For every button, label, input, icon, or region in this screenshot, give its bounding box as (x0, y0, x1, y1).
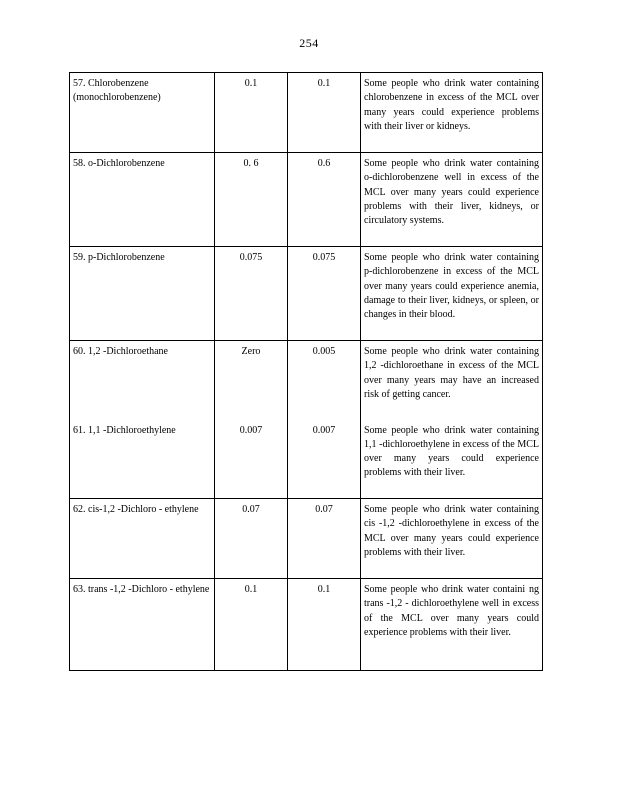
mclg-value: 0.07 (215, 499, 288, 579)
table-row (70, 579, 543, 671)
mcl-value: 0.1 (288, 579, 361, 671)
mcl-value: 0.005 (288, 341, 361, 420)
page-number: 254 (299, 36, 319, 50)
mclg-value: 0.007 (215, 420, 288, 499)
table-row (70, 499, 543, 579)
table-row (70, 247, 543, 341)
mcl-value: 0.1 (288, 73, 361, 153)
mclg-value: 0.1 (215, 579, 288, 671)
mcl-value: 0.6 (288, 153, 361, 247)
contaminant-name: 57. Chlorobenzene (monochlorobenzene) (70, 73, 215, 153)
contaminant-name: 63. trans -1,2 -Dichloro - ethylene (70, 579, 215, 671)
table-row (70, 341, 543, 420)
health-effect: Some people who drink water containing chlorobenzene in excess of the MCL over many years could experience problems with their liver or kidneys. (361, 73, 543, 153)
contaminant-name: 59. p-Dichlorobenzene (70, 247, 215, 341)
health-effect: Some people who drink water containing o-dichlorobenzene well in excess of the MCL over many years could experience problems with their liver, kidneys, or circulatory systems. (361, 153, 543, 247)
health-effect: Some people who drink water containi ng trans -1,2 - dichloroethylene well in excess of the MCL over many years could experience problems with their liver. (361, 579, 543, 671)
contaminant-table (69, 72, 543, 671)
health-effect: Some people who drink water containing 1,1 -dichloroethylene in excess of the MCL over many years could experience problems with their liver. (361, 420, 543, 499)
table-row (70, 73, 543, 153)
contaminant-name: 60. 1,2 -Dichloroethane (70, 341, 215, 420)
mclg-value: 0. 6 (215, 153, 288, 247)
table-row (70, 420, 543, 499)
health-effect: Some people who drink water containing 1,2 -dichloroethane in excess of the MCL over many years may have an increased risk of getting cancer. (361, 341, 543, 420)
mclg-value: 0.075 (215, 247, 288, 341)
health-effect: Some people who drink water containing cis -1,2 -dichloroethylene in excess of the MCL over many years could experience problems with their liver. (361, 499, 543, 579)
mcl-value: 0.007 (288, 420, 361, 499)
health-effect: Some people who drink water containing p-dichlorobenzene in excess of the MCL over many years could experience anemia, damage to their liver, kidneys, or spleen, or changes in their blood. (361, 247, 543, 341)
mclg-value: Zero (215, 341, 288, 420)
mclg-value: 0.1 (215, 73, 288, 153)
contaminant-name: 58. o-Dichlorobenzene (70, 153, 215, 247)
table-row (70, 153, 543, 247)
mcl-value: 0.07 (288, 499, 361, 579)
contaminant-name: 62. cis-1,2 -Dichloro - ethylene (70, 499, 215, 579)
contaminant-name: 61. 1,1 -Dichloroethylene (70, 420, 215, 499)
mcl-value: 0.075 (288, 247, 361, 341)
